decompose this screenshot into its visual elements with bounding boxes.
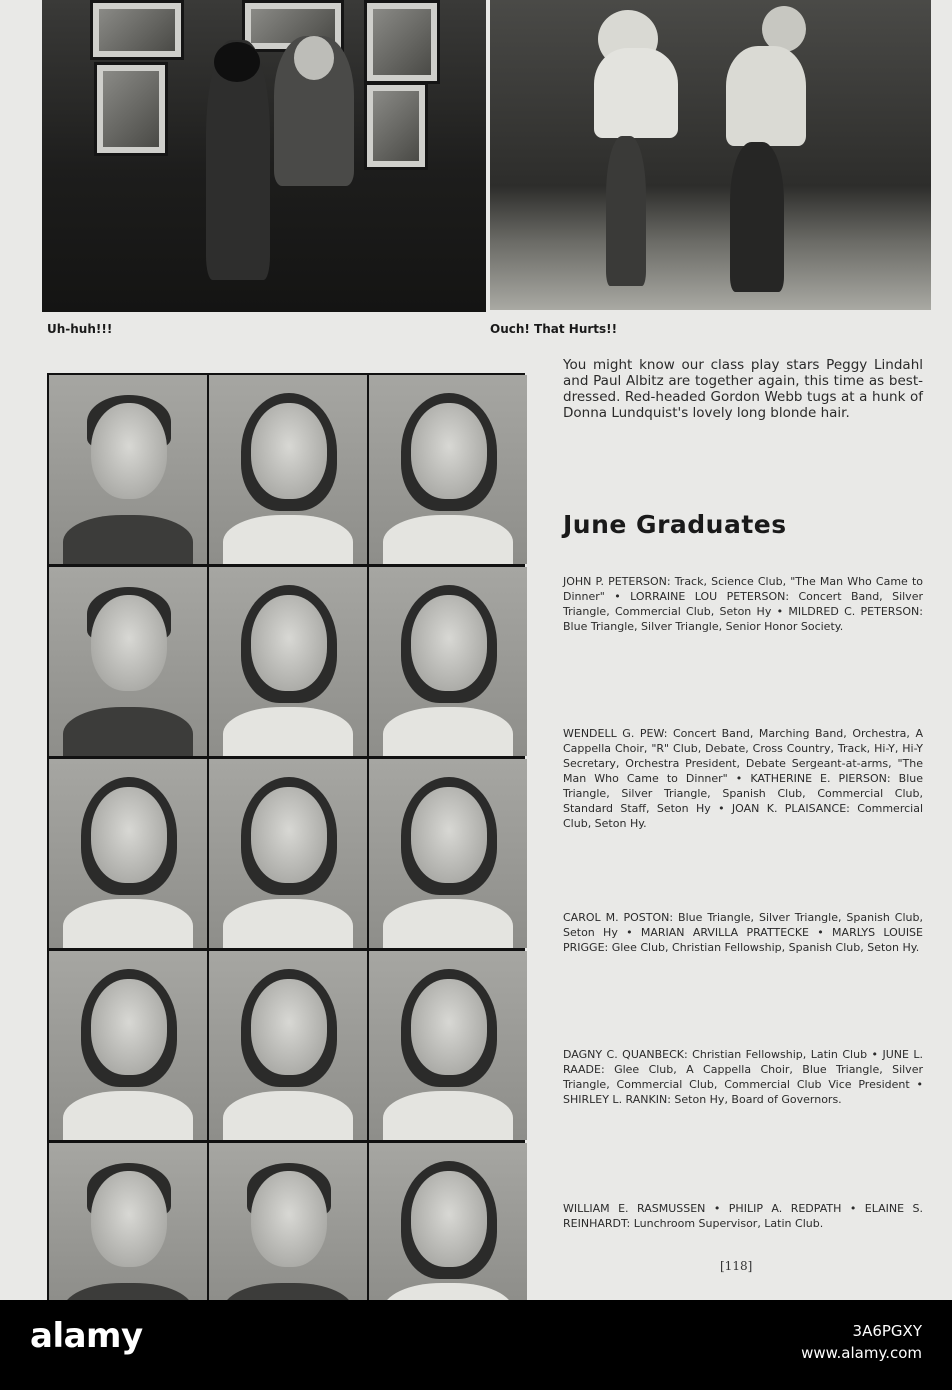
stock-logo: alamy [30, 1316, 143, 1356]
portrait [209, 567, 367, 756]
portrait [49, 1143, 207, 1300]
stock-image-id: 3A6PGXY [852, 1322, 922, 1340]
portrait [49, 567, 207, 756]
bio-group-3: CAROL M. POSTON: Blue Triangle, Silver Triangle, Spanish Club, Seton Hy • MARIAN ARVILLA PRATTECKE • MARLYS LOUISE PRIGGE: Glee Club, Christian Fellowship, Spanish Club, Seton Hy. [563, 911, 923, 954]
bio-group-5: WILLIAM E. RASMUSSEN • PHILIP A. REDPATH • ELAINE S. REINHARDT: Lunchroom Supervisor, Latin Club. [563, 1202, 923, 1230]
portrait [369, 1143, 527, 1300]
portrait [209, 759, 367, 948]
section-heading: June Graduates [563, 510, 787, 539]
portrait [49, 375, 207, 564]
portrait [49, 951, 207, 1140]
right-photo-caption: Ouch! That Hurts!! [490, 322, 618, 336]
stock-url: www.alamy.com [801, 1344, 922, 1362]
portrait [369, 951, 527, 1140]
portrait [369, 375, 527, 564]
left-photo-caption: Uh-huh!!! [47, 322, 113, 336]
bio-group-2: WENDELL G. PEW: Concert Band, Marching Band, Orchestra, A Cappella Choir, "R" Club, Debate, Cross Country, Track, Hi-Y, Hi-Y Secretary, Orchestra President, Debate Sergeant-at-arms, "The Man Who Came to Dinner" • KATHERINE E. PIERSON: Blue Triangle, Silver Triangle, Spanish Club, Commercial Club, Standard Staff, Seton Hy • JOAN K. PLAISANCE: Commercial Club, Seton Hy. [563, 727, 923, 830]
bio-group-1: JOHN P. PETERSON: Track, Science Club, "The Man Who Came to Dinner" • LORRAINE LOU PETERSON: Concert Band, Silver Triangle, Commercial Club, Seton Hy • MILDRED C. PETERSON: Blue Triangle, Silver Triangle, Senior Honor Society. [563, 575, 923, 633]
portrait [369, 759, 527, 948]
photo-hair-pull [490, 0, 931, 310]
photo-art-gallery [42, 0, 486, 312]
portrait [369, 567, 527, 756]
portrait [49, 759, 207, 948]
page-number: [118] [720, 1259, 753, 1273]
bio-group-4: DAGNY C. QUANBECK: Christian Fellowship, Latin Club • JUNE L. RAADE: Glee Club, A Cappella Choir, Blue Triangle, Silver Triangle, Commercial Club, Commercial Club Vice President • SHIRLEY L. RANKIN: Seton Hy, Board of Governors. [563, 1048, 923, 1106]
portrait-grid [47, 373, 525, 1300]
portrait [209, 951, 367, 1140]
portrait [209, 1143, 367, 1300]
intro-paragraph: You might know our class play stars Peggy Lindahl and Paul Albitz are together again, this time as best-dressed. Red-headed Gordon Webb tugs at a hunk of Donna Lundquist's lovely long blonde hair. [563, 357, 923, 421]
portrait [209, 375, 367, 564]
